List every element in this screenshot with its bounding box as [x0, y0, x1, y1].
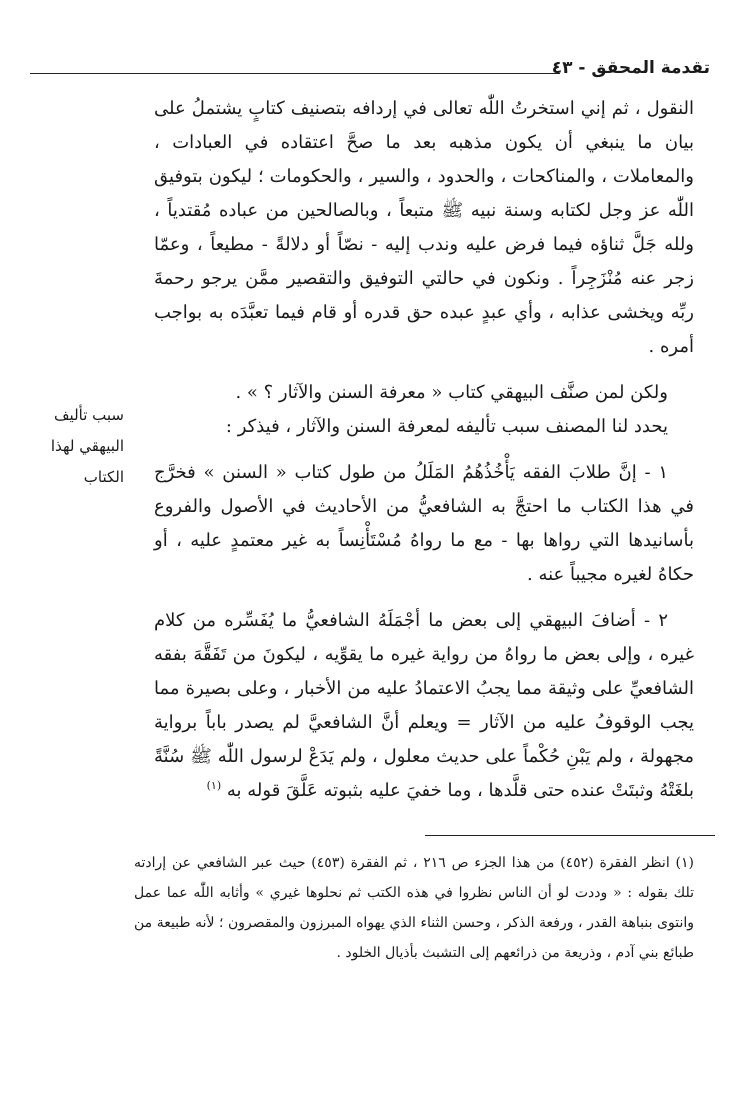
margin-note-line-1: سبب تأليف [54, 406, 124, 424]
margin-note [10, 400, 124, 493]
margin-note-line-3: الكتاب [83, 468, 124, 486]
margin-note-line-2: البيهقي لهذا [50, 437, 124, 455]
header-rule [30, 73, 560, 74]
footnotes [134, 848, 694, 968]
paragraph-reason-2-text: ٢ - أضافَ البيهقي إلى بعض ما أجْمَلَهُ الشافعيُّ ما يُفَسِّره من كلام غيره ، وإلى بعض ما رواهُ من رواية غيره ما يقوِّيه ، ليكونَ من تَفَقَّهَ بفقه الشافعيِّ على وثيقة مما يجبُ الاعتمادُ عليه من الأخبار ، وعلى بصيرة مما يجب الوقوفُ عليه من الآثار = ويعلم أنَّ الشافعيَّ لم يصدر باباً برواية مجهولة ، ولم يَبْنِ حُكْماً على حديث معلول ، ولم يَدَعْ لرسول اللّٰه ﷺ سُنَّةً بلغَتْهُ وثبتَتْ عنده حتى قلَّدها ، وما خفيَ عليه بثبوته عَلَّقَ قوله به [154, 610, 694, 801]
footnote-rule [425, 835, 715, 836]
paragraph-reason-2 [154, 604, 694, 808]
paragraph-reason-intro: يحدد لنا المصنف سبب تأليفه لمعرفة السنن والآثار ، فيذكر : [225, 416, 668, 437]
footnote-reference: (١) [206, 779, 222, 792]
paragraph-intro: النقول ، ثم إني استخرتُ اللّٰه تعالى في إردافه بتصنيف كتابٍ يشتملُ على بيان ما ينبغي أن يكون مذهبه بعد ما صحَّ اعتقاده في العبادات ، والمعاملات ، والمناكحات ، والحدود ، والسير ، والحكومات ؛ ليكون بتوفيق اللّٰه عز وجل لكتابه وسنة نبيه ﷺ متبعاً ، وبالصالحين من عباده مُقتدياً ، ولله جَلَّ ثناؤه فيما فرض عليه وندب إليه - نصّاً أو دلالةً - مطيعاً ، وعمّا زجر عنه مُنْزَجِراً . ونكون في حالتي التوفيق والتقصير ممَّن يرجو رحمةَ ربِّه ويخشى عذابه ، وأي عبدٍ عبده حق قدره أو قام فيما تعبَّدَه به بواجب أمره . [154, 98, 694, 357]
main-text [154, 92, 694, 808]
paragraph-reason-1: ١ - إنَّ طلابَ الفقه يَأْخُذُهُمُ المَلَلُ من طول كتاب « السنن » فخرَّج في هذا الكتاب ما احتجَّ به الشافعيُّ من الأحاديث في الأصول والفروع بأسانيدها التي رواها بها - مع ما رواهُ مُسْتَأْنِساً به غير معتمدٍ عليه ، أو حكاهُ لغيره مجيباً عنه . [154, 462, 694, 585]
footnote-1: (١) انظر الفقرة (٤٥٢) من هذا الجزء ص ٢١٦ ، ثم الفقرة (٤٥٣) حيث عبر الشافعي عن إرادته تلك بقوله : « وددت لو أن الناس نظروا في هذه الكتب ثم نحلوها غيري » وأثابه اللّٰه عما عمل وانتوى بنباهة القدر ، ورفعة الذكر ، وحسن الثناء الذي يهواه المبرزون والمقصرون ؛ لأنه طبيعة من طبائع بني آدم ، وذريعة من ذرائعهم إلى التشبث بأذيال الخلود . [134, 855, 695, 961]
running-header [30, 58, 710, 88]
paragraph-question: ولكن لمن صنَّف البيهقي كتاب « معرفة السنن والآثار ؟ » . [235, 382, 668, 403]
header-title: تقدمة المحقق - ٤٣ [551, 58, 710, 78]
